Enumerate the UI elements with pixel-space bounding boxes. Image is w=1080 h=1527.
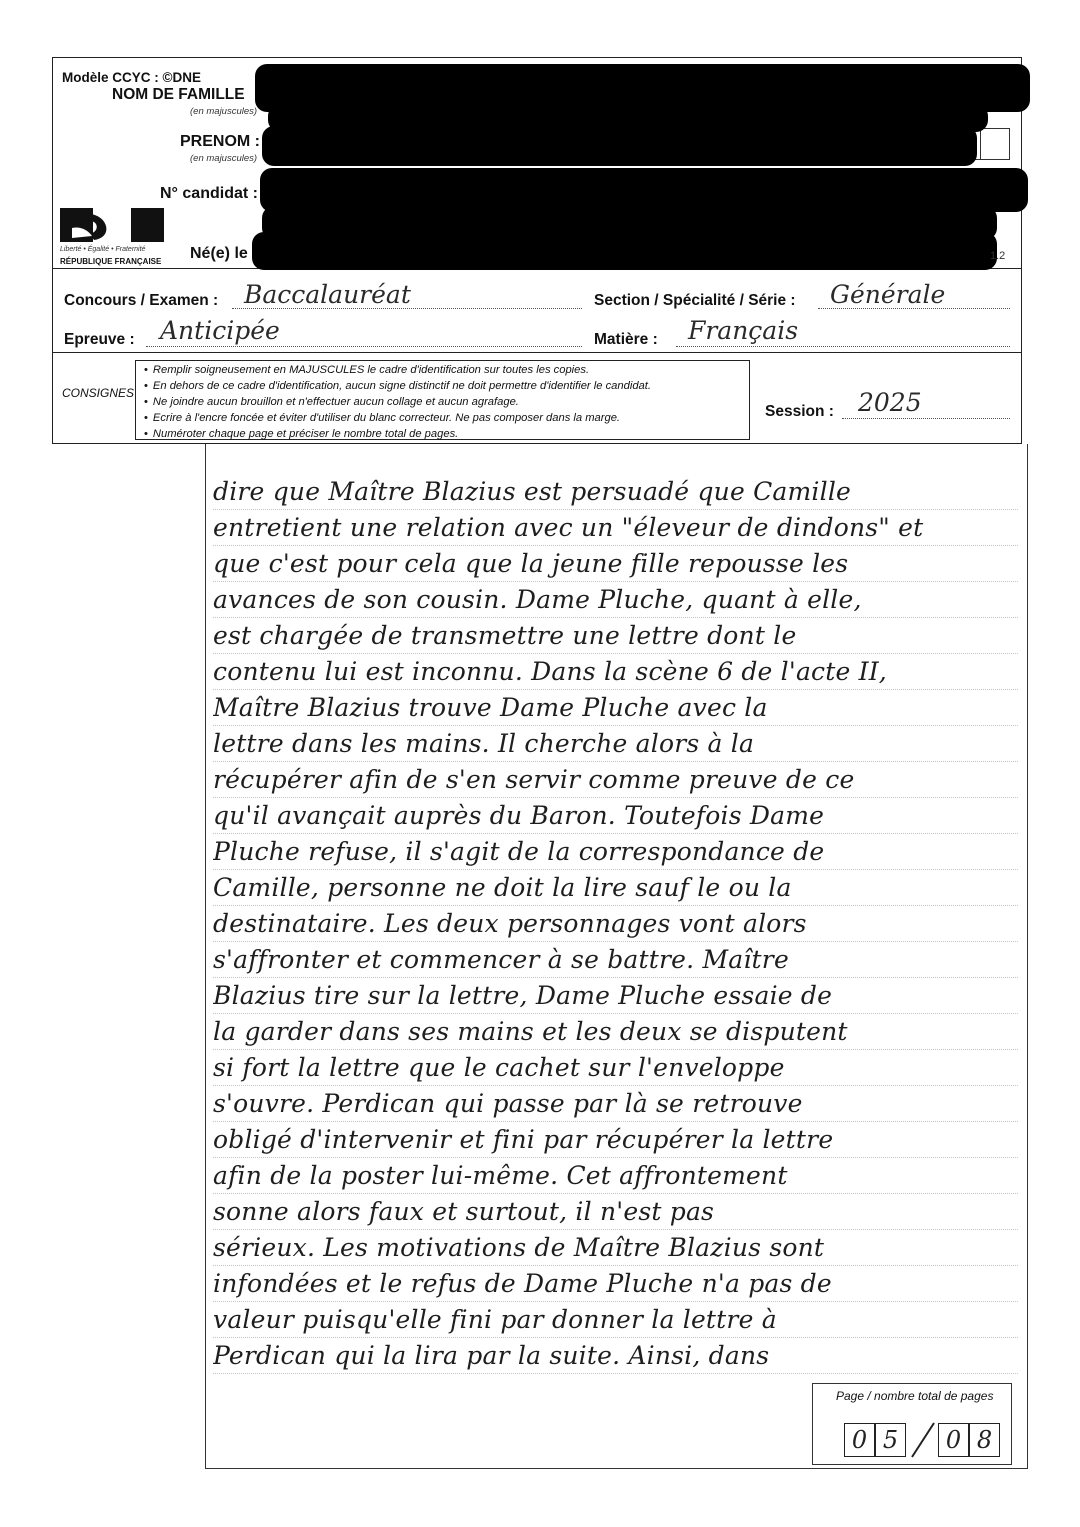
section-label: Section / Spécialité / Série : (594, 292, 796, 309)
last-name-hint: (en majuscules) (190, 106, 258, 117)
candidate-number-label: N° candidat : (160, 185, 258, 202)
consigne-item: • Ne joindre aucun brouillon et n'effectuer aucun collage et aucun agrafage. (144, 394, 743, 410)
consigne-item: • Ecrire à l'encre foncée et éviter d'utiliser du blanc correcteur. Ne pas composer dans la marge. (144, 410, 743, 426)
epreuve-label: Epreuve : (64, 331, 135, 348)
consigne-item: • Remplir soigneusement en MAJUSCULES le cadre d'identification sur toutes les copies. (144, 362, 743, 378)
text-line: que c'est pour cela que la jeune fille repousse les (213, 546, 1018, 582)
text-line: lettre dans les mains. Il cherche alors à la (213, 726, 1018, 762)
matiere-label: Matière : (594, 331, 658, 348)
republique-logo (60, 208, 164, 246)
text-line: la garder dans ses mains et les deux se disputent (213, 1014, 1018, 1050)
last-name-label: NOM DE FAMILLE (112, 86, 245, 103)
text-line: Camille, personne ne doit la lire sauf le ou la (213, 870, 1018, 906)
page-number-label: Page / nombre total de pages (836, 1389, 994, 1403)
redaction-first-name (262, 126, 977, 166)
model-label: Modèle CCYC : ©DNE (62, 70, 201, 85)
redaction-birth-date (252, 232, 997, 270)
page-digit-box[interactable]: 0 (844, 1423, 875, 1457)
text-line: infondées et le refus de Dame Pluche n'a pas de (213, 1266, 1018, 1302)
text-line: Pluche refuse, il s'agit de la correspondance de (213, 834, 1018, 870)
text-line: afin de la poster lui-même. Cet affrontement (213, 1158, 1018, 1194)
text-line: Perdican qui la lira par la suite. Ainsi, dans (213, 1338, 1018, 1374)
concours-label: Concours / Examen : (64, 292, 219, 309)
total-digit-box[interactable]: 8 (969, 1423, 1000, 1457)
consigne-item: • En dehors de ce cadre d'identification, aucun signe distinctif ne doit permettre d'identifier le candidat. (144, 378, 743, 394)
text-line: sonne alors faux et surtout, il n'est pas (213, 1194, 1018, 1230)
consigne-item: • Numéroter chaque page et préciser le nombre total de pages. (144, 426, 743, 442)
republic-text: RÉPUBLIQUE FRANÇAISE (60, 257, 162, 266)
text-line: récupérer afin de s'en servir comme preuve de ce (213, 762, 1018, 798)
session-value[interactable]: 2025 (858, 388, 922, 417)
birth-date-label: Né(e) le (190, 245, 248, 262)
text-line: s'ouvre. Perdican qui passe par là se retrouve (213, 1086, 1018, 1122)
text-line: valeur puisqu'elle fini par donner la lettre à (213, 1302, 1018, 1338)
first-name-hint: (en majuscules) (190, 153, 258, 164)
text-line: destinataire. Les deux personnages vont alors (213, 906, 1018, 942)
matiere-value[interactable]: Français (688, 316, 799, 345)
total-digit-box[interactable]: 0 (938, 1423, 969, 1457)
slash-separator (906, 1420, 940, 1460)
text-line: qu'il avançait auprès du Baron. Toutefois Dame (213, 798, 1018, 834)
epreuve-value[interactable]: Anticipée (160, 316, 280, 345)
text-line: est chargée de transmettre une lettre dont le (213, 618, 1018, 654)
session-dotline (842, 418, 1010, 419)
text-line: contenu lui est inconnu. Dans la scène 6 de l'acte II, (213, 654, 1018, 690)
matiere-dotline (676, 346, 1010, 347)
section-value[interactable]: Générale (830, 280, 946, 309)
consignes-label: CONSIGNES (62, 386, 135, 400)
session-label: Session : (765, 403, 834, 420)
text-line: sérieux. Les motivations de Maître Blazius sont (213, 1230, 1018, 1266)
text-line: entretient une relation avec un "éleveur de dindons" et (213, 510, 1018, 546)
page-digit-box[interactable]: 5 (875, 1423, 906, 1457)
motto-text: Liberté • Égalité • Fraternité (60, 246, 146, 253)
first-name-label: PRENOM : (180, 133, 260, 150)
text-line: si fort la lettre que le cachet sur l'enveloppe (213, 1050, 1018, 1086)
text-line: obligé d'intervenir et fini par récupérer la lettre (213, 1122, 1018, 1158)
text-line: avances de son cousin. Dame Pluche, quant à elle, (213, 582, 1018, 618)
text-line: Maître Blazius trouve Dame Pluche avec la (213, 690, 1018, 726)
text-line: Blazius tire sur la lettre, Dame Pluche essaie de (213, 978, 1018, 1014)
epreuve-dotline (146, 346, 582, 347)
text-line: s'affronter et commencer à se battre. Maître (213, 942, 1018, 978)
form-version: 1.2 (990, 250, 1006, 262)
consignes-list (135, 360, 750, 440)
concours-value[interactable]: Baccalauréat (244, 280, 411, 309)
text-line: dire que Maître Blazius est persuadé que Camille (213, 474, 1018, 510)
